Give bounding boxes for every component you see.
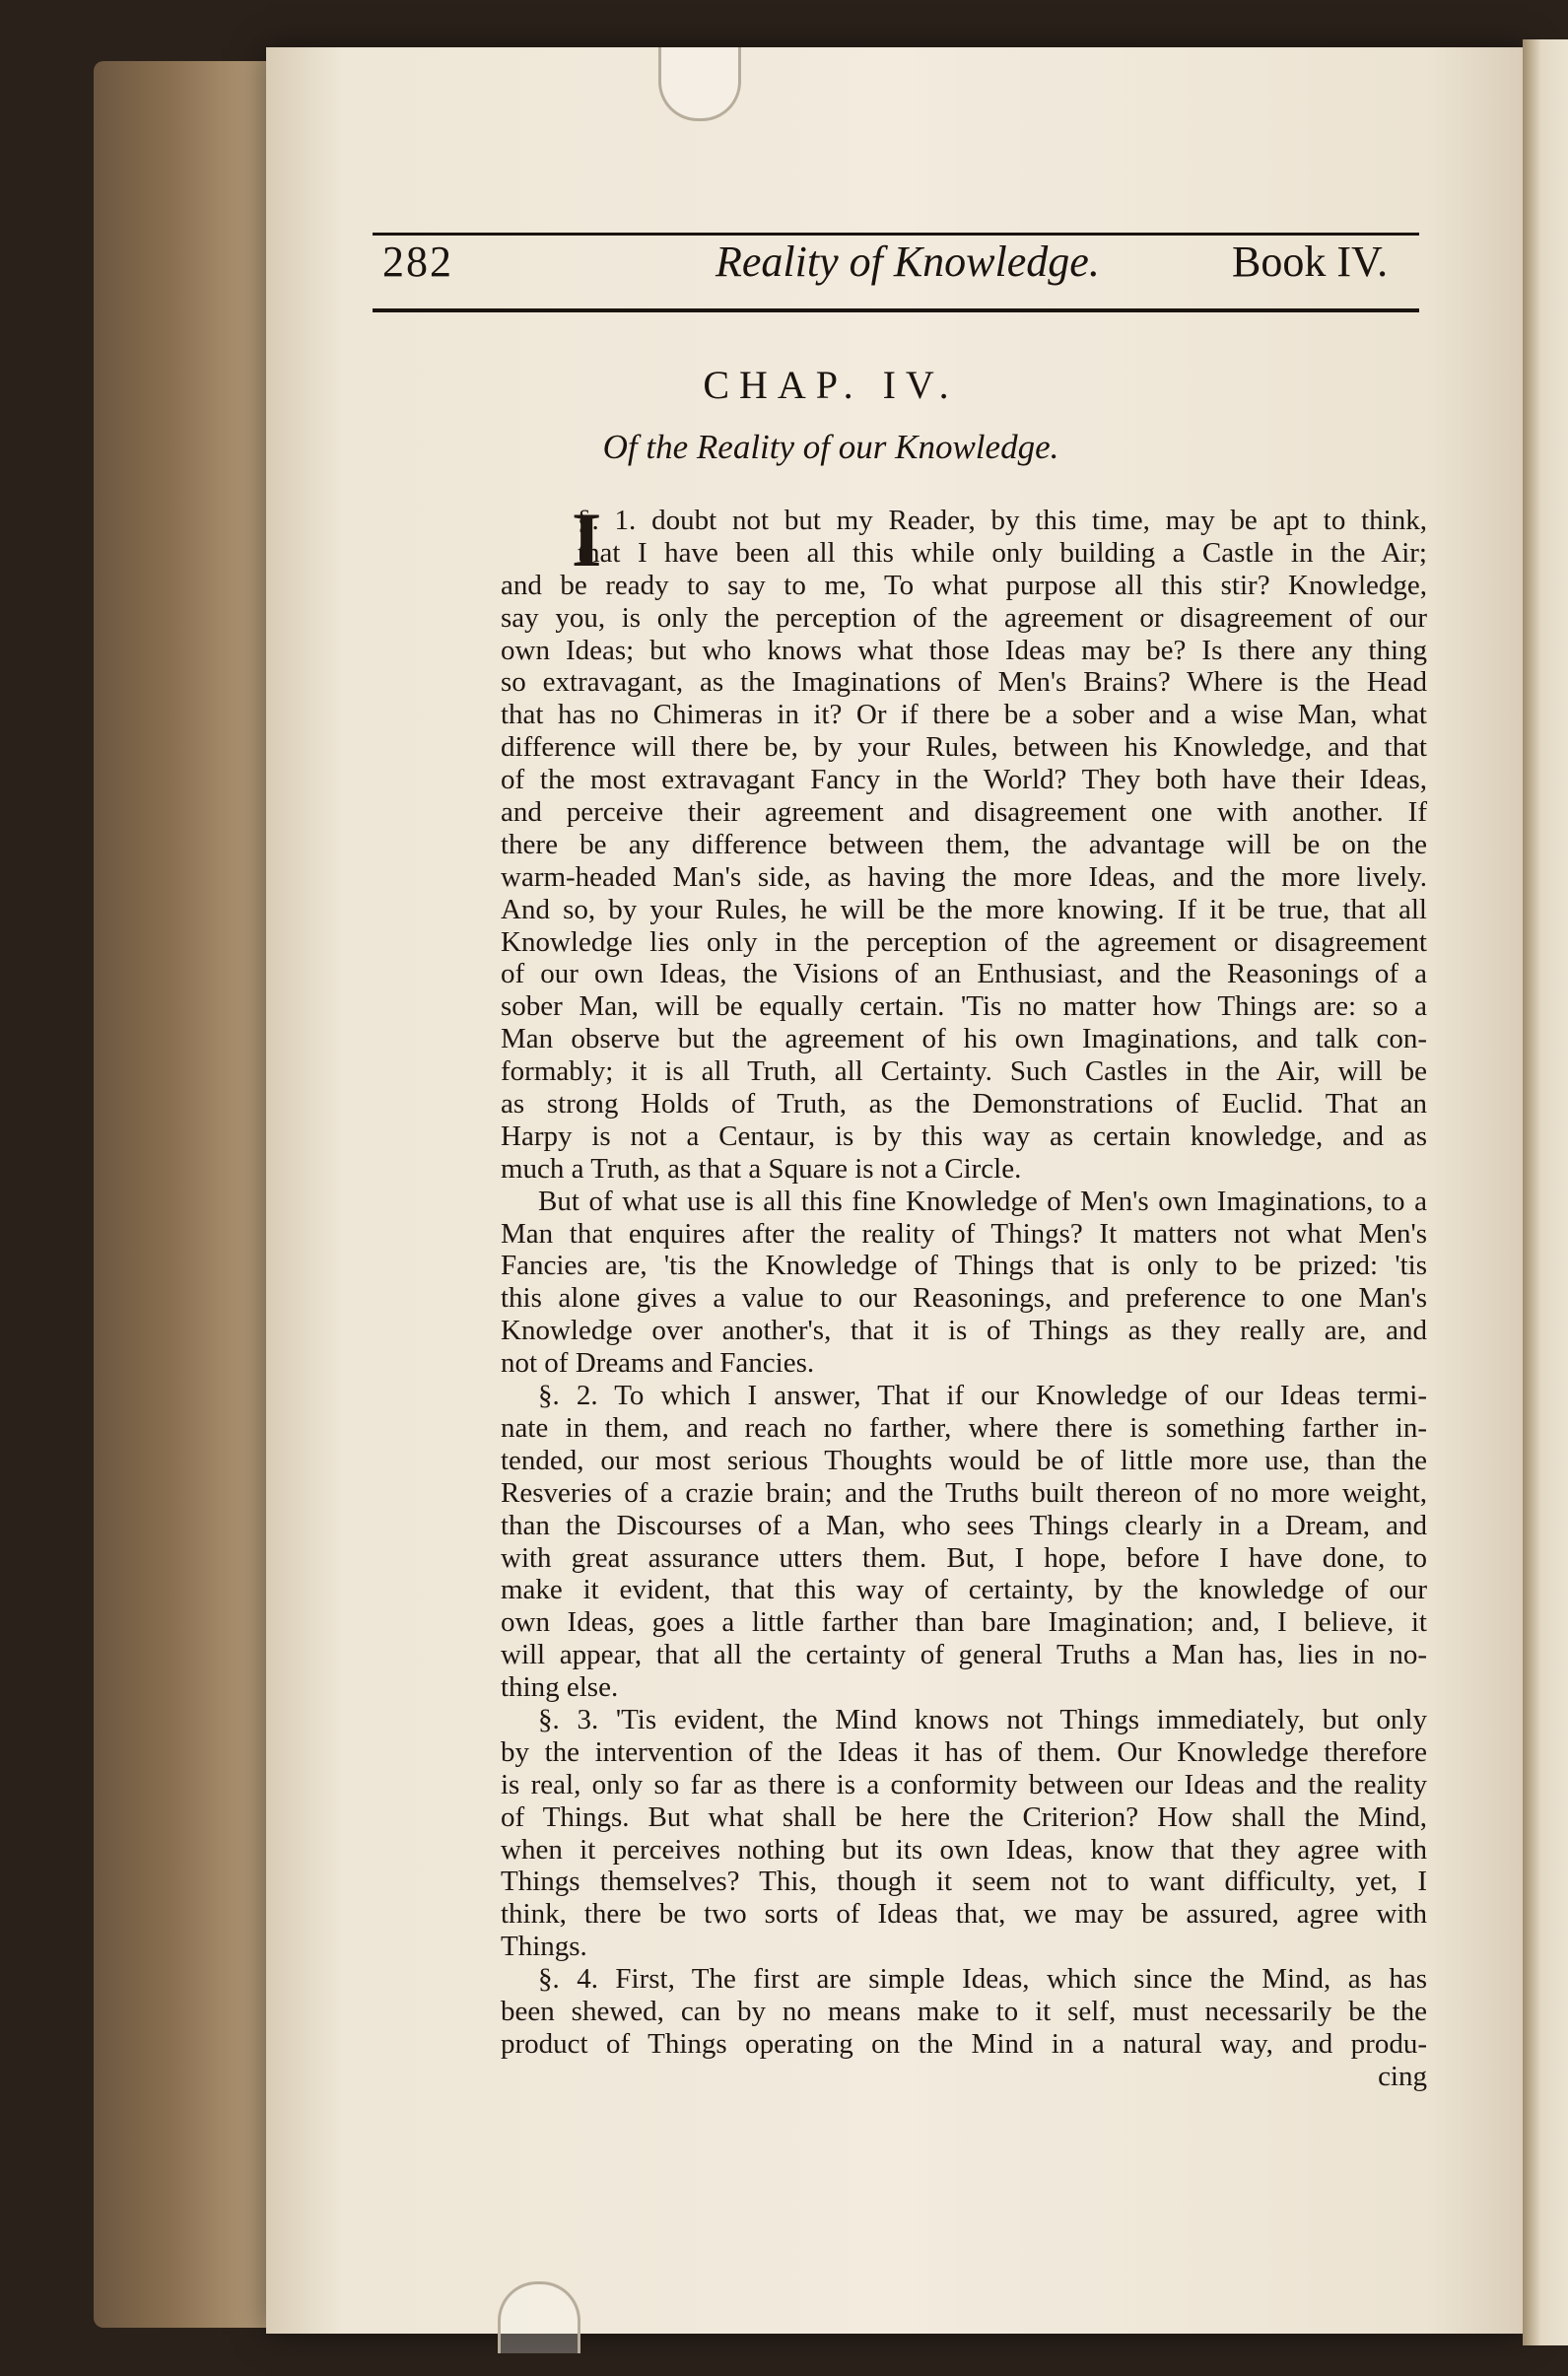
text-line: so extravagant, as the Imaginations of Men's Brains? Where is the Head xyxy=(501,666,1427,699)
text-line: nate in them, and reach no farther, where there is something farther in- xyxy=(501,1411,1427,1444)
text-line: there be any difference between them, the advantage will be on the xyxy=(501,828,1427,860)
header-rule-bottom xyxy=(373,308,1419,312)
text-line: Things. xyxy=(501,1931,587,1963)
text-line: tended, our most serious Thoughts would be of little more use, than the xyxy=(501,1444,1427,1476)
text-line: Knowledge lies only in the perception of the agreement or disagreement xyxy=(501,925,1427,958)
text-line: think, there be two sorts of Ideas that, we may be assured, agree with xyxy=(501,1898,1427,1931)
text-line: this alone gives a value to our Reasonings, and preference to one Man's xyxy=(501,1282,1427,1315)
chapter-heading: CHAP. IV. xyxy=(703,363,959,407)
text-line: Fancies are, 'tis the Knowledge of Things that is only to be prized: 'tis xyxy=(501,1250,1427,1282)
book-clip-top xyxy=(658,47,741,121)
text-line: much a Truth, as that a Square is not a Circle. xyxy=(501,1152,1022,1185)
text-line: by the intervention of the Ideas it has of them. Our Knowledge therefore xyxy=(501,1735,1427,1768)
text-line: Knowledge over another's, that it is of Things as they really are, and xyxy=(501,1315,1427,1347)
text-line: make it evident, that this way of certainty, by the knowledge of our xyxy=(501,1574,1427,1606)
chapter-subtitle: Of the Reality of our Knowledge. xyxy=(602,428,1059,466)
text-line: than the Discourses of a Man, who sees Things clearly in a Dream, and xyxy=(501,1509,1427,1541)
text-line: sober Man, will be equally certain. 'Tis no matter how Things are: so a xyxy=(501,990,1427,1023)
text-line: Resveries of a crazie brain; and the Truths built thereon of no more weight, xyxy=(501,1476,1427,1509)
header-rule-top xyxy=(373,233,1419,236)
text-line: warm-headed Man's side, as having the more Ideas, and the more lively. xyxy=(501,860,1427,893)
text-line: with great assurance utters them. But, I hope, before I have done, to xyxy=(501,1541,1427,1574)
text-line: that I have been all this while only building a Castle in the Air; xyxy=(578,536,1427,569)
text-line: of the most extravagant Fancy in the World? They both have their Ideas, xyxy=(501,764,1427,796)
text-line: §. 3. 'Tis evident, the Mind knows not Things immediately, but only xyxy=(538,1703,1427,1735)
text-line: difference will there be, by your Rules, between his Knowledge, and that xyxy=(501,731,1427,764)
text-line: and be ready to say to me, To what purpose all this stir? Knowledge, xyxy=(501,569,1427,601)
text-line: not of Dreams and Fancies. xyxy=(501,1347,815,1380)
page-number: 282 xyxy=(382,238,453,286)
text-line: own Ideas, goes a little farther than bare Imagination; and, I believe, it xyxy=(501,1606,1427,1639)
book-clip-bottom xyxy=(498,2281,580,2353)
text-line: Man observe but the agreement of his own Imaginations, and talk con- xyxy=(501,1023,1427,1055)
text-line: Things themselves? This, though it seem not to want difficulty, yet, I xyxy=(501,1866,1427,1898)
text-line: And so, by your Rules, he will be the more knowing. If it be true, that all xyxy=(501,893,1427,925)
text-line: Harpy is not a Centaur, is by this way as certain knowledge, and as xyxy=(501,1120,1427,1152)
text-line: But of what use is all this fine Knowledge of Men's own Imaginations, to a xyxy=(538,1185,1427,1217)
catchword: cing xyxy=(1378,2060,1427,2092)
text-line: been shewed, can by no means make to it self, must necessarily be the xyxy=(501,1995,1427,2027)
text-line: when it perceives nothing but its own Ideas, know that they agree with xyxy=(501,1833,1427,1866)
text-line: thing else. xyxy=(501,1671,619,1704)
text-line: that has no Chimeras in it? Or if there be a sober and a wise Man, what xyxy=(501,699,1427,731)
running-title: Reality of Knowledge. xyxy=(716,238,1100,286)
text-line: of Things. But what shall be here the Criterion? How shall the Mind, xyxy=(501,1800,1427,1833)
text-line: Man that enquires after the reality of Things? It matters not what Men's xyxy=(501,1217,1427,1250)
drop-cap: I xyxy=(572,497,602,582)
text-line: as strong Holds of Truth, as the Demonstrations of Euclid. That an xyxy=(501,1088,1427,1120)
text-line: product of Things operating on the Mind in a natural way, and produ- xyxy=(501,2027,1427,2060)
book-label: Book IV. xyxy=(1232,238,1389,286)
text-line: say you, is only the perception of the agreement or disagreement of our xyxy=(501,601,1427,634)
text-line: §. 1. doubt not but my Reader, by this time, may be apt to think, xyxy=(578,505,1427,536)
text-line: and perceive their agreement and disagreement one with another. If xyxy=(501,796,1427,829)
text-line: formably; it is all Truth, all Certainty. Such Castles in the Air, will be xyxy=(501,1055,1427,1088)
text-line: §. 4. First, The first are simple Ideas, which since the Mind, as has xyxy=(538,1963,1427,1996)
text-line: of our own Ideas, the Visions of an Enthusiast, and the Reasonings of a xyxy=(501,958,1427,990)
text-line: §. 2. To which I answer, That if our Knowledge of our Ideas termi- xyxy=(538,1380,1427,1412)
body-text xyxy=(501,497,1427,2093)
text-line: is real, only so far as there is a conformity between our Ideas and the reality xyxy=(501,1768,1427,1800)
text-line: will appear, that all the certainty of general Truths a Man has, lies in no- xyxy=(501,1639,1427,1671)
text-line: own Ideas; but who knows what those Ideas may be? Is there any thing xyxy=(501,634,1427,666)
